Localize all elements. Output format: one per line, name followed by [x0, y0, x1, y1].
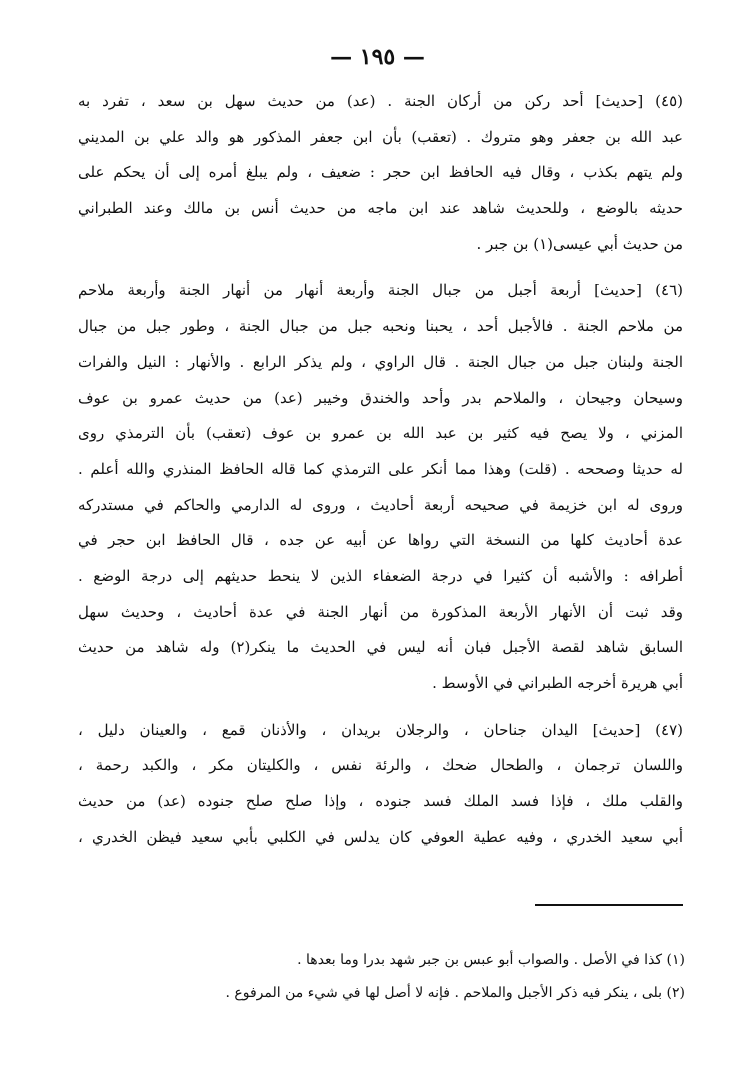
text-line: حديثه بالوضع ، وللحديث شاهد عند ابن ماجه من حديث أنس بن مالك وعند الطبراني: [78, 199, 683, 218]
text-line: عبد الله بن جعفر وهو متروك . (تعقب) بأن ابن جعفر المذكور هو والد علي بن المديني: [78, 127, 683, 146]
text-line: والقلب ملك ، فإذا فسد الملك فسد جنوده ، وإذا صلح صلح جنوده (عد) من حديث: [78, 792, 683, 811]
footnotes: [65, 944, 685, 1010]
text-line: الجنة ولبنان جبل من جبال الجنة . قال الراوي ، ولم يذكر الرابع . والأنهار : النيل والفرات: [78, 352, 683, 371]
text-line: (٤٧) [حديث] اليدان جناحان ، والرجلان بريدان ، والأذنان قمع ، والعينان دليل ،: [78, 720, 683, 739]
footnote-2: (٢) بلى ، ينكر فيه ذكر الأجبل والملاحم . فإنه لا أصل لها في شيء من المرفوع .: [225, 985, 685, 1001]
text-line: وروى له ابن خزيمة في صحيحه أربعة أحاديث ، وروى له الدارمي والحاكم في مستدركه: [78, 495, 683, 514]
hadith-47-paragraph: [78, 713, 683, 856]
text-line: المزني ، ولا يصح فيه كثير بن عبد الله بن عمرو بن عوف (تعقب) بأن الترمذي روى: [78, 424, 683, 443]
text-line: عدة أحاديث كلها من النسخة التي رواها عن أبيه عن جده ، قال الحافظ ابن حجر في: [78, 531, 683, 550]
text-line: وسيحان وجيحان ، والملاحم بدر وأحد والخندق وخيبر (عد) من حديث عمرو بن عوف: [78, 388, 683, 407]
hadith-45-paragraph: [78, 84, 683, 262]
footnote-separator: [535, 904, 683, 906]
text-line: له حديثا وصححه . (قلت) وهذا مما أنكر على الترمذي كما قاله الحافظ المنذري والله أعلم .: [78, 459, 683, 478]
text-line: ولم يتهم بكذب ، وقال فيه الحافظ ابن حجر : ضعيف ، ولم يبلغ أمره إلى أن يحكم على: [78, 163, 683, 182]
page-number: — ١٩٥ —: [330, 44, 425, 70]
text-line: أبي هريرة أخرجه الطبراني في الأوسط .: [432, 674, 683, 692]
text-line: من حديث أبي عيسى(١) بن جبر .: [476, 234, 683, 253]
text-line: (٤٦) [حديث] أربعة أجبل من جبال الجنة وأربعة أنهار من أنهار الجنة وأربعة ملاحم: [78, 281, 683, 300]
text-line: من ملاحم الجنة . فالأجبل أحد ، يحبنا ونحبه جبل من جبال الجنة ، وطور جبل من جبال: [78, 317, 683, 336]
text-line: وقد ثبت أن الأنهار الأربعة المذكورة من أنهار الجنة في عدة أحاديث ، وحديث سهل: [78, 602, 683, 621]
main-text: [78, 84, 683, 855]
hadith-46-paragraph: [78, 273, 683, 701]
text-line: واللسان ترجمان ، والطحال ضحك ، والرئة نفس ، والكليتان مكر ، والكبد رحمة ،: [78, 756, 683, 775]
text-line: السابق شاهد لقصة الأجبل فبان أنه ليس في الحديث ما ينكر(٢) وله شاهد من حديث: [78, 638, 683, 657]
text-line: (٤٥) [حديث] أحد ركن من أركان الجنة . (عد) من حديث سهل بن سعد ، تفرد به: [78, 92, 683, 110]
text-line: أطرافه : والأشبه أن كثيرا في درجة الضعفاء الذين لا ينحط حديثهم إلى درجة الوضع .: [78, 566, 683, 585]
footnote-1: (١) كذا في الأصل . والصواب أبو عبس بن جبر شهد بدرا وما بعدها .: [297, 952, 685, 968]
text-line: أبي سعيد الخدري ، وفيه عطية العوفي كان يدلس في الكلبي بأبي سعيد فيظن الخدري ،: [78, 827, 683, 846]
